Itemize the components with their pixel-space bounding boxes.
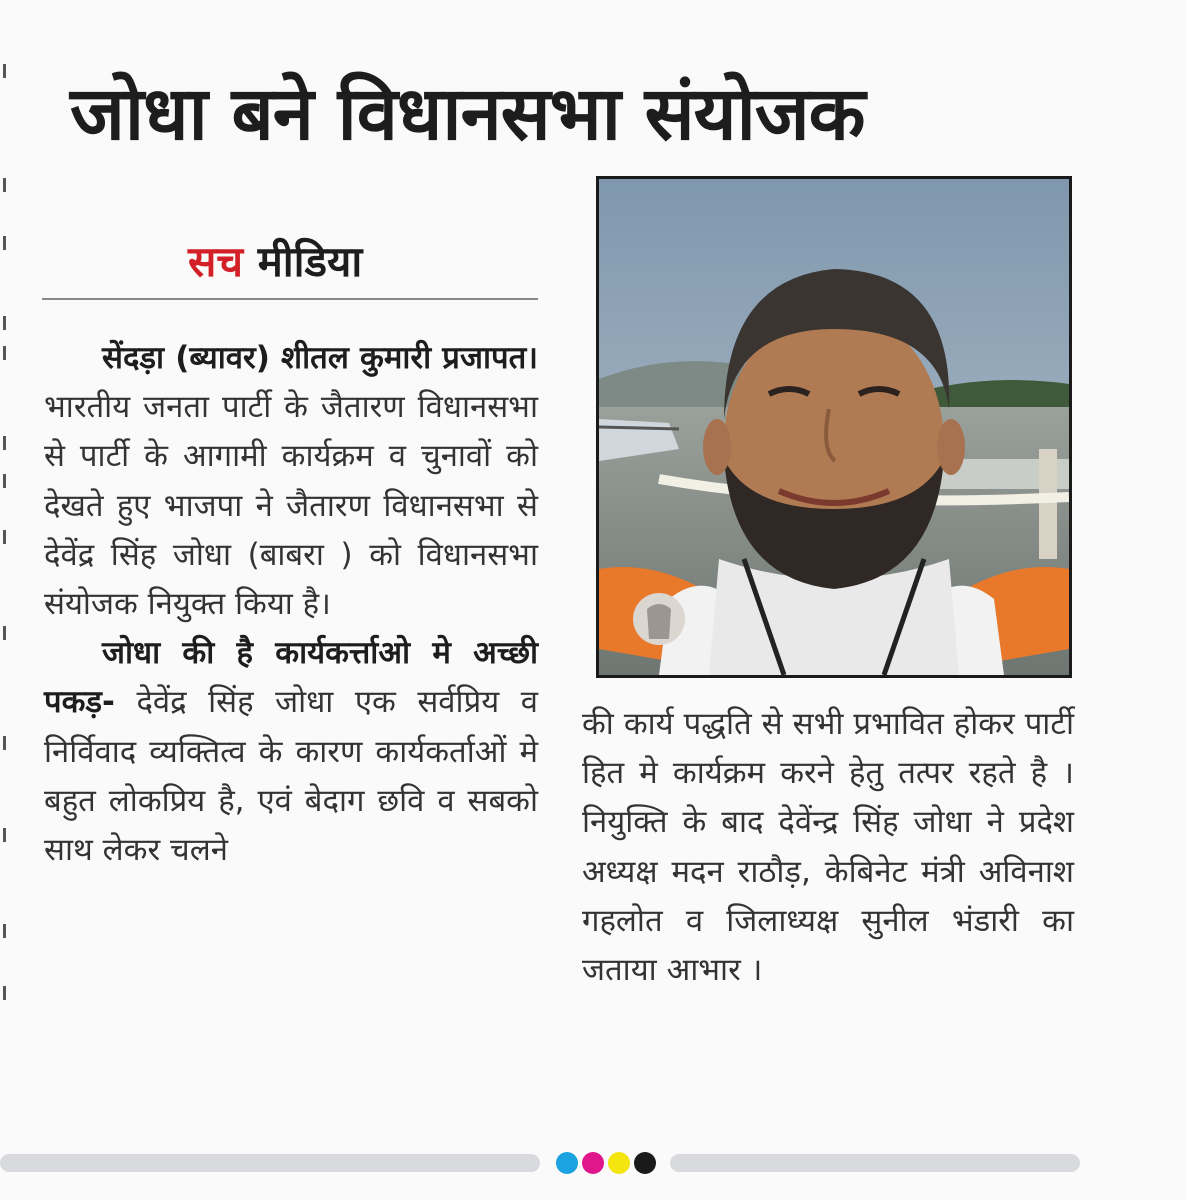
portrait-photo xyxy=(596,176,1072,678)
registration-dot-magenta xyxy=(582,1152,604,1174)
article-body-1: भारतीय जनता पार्टी के जैतारण विधानसभा से पार्टी के आगामी कार्यक्रम व चुनावों को देखते हुए भाजपा ने जैतारण विधानसभा से देवेंद्र सिंह जोधा (बाबरा ) को विधानसभा संयोजक नियुक्त किया है। xyxy=(44,389,538,623)
registration-dot-cyan xyxy=(556,1152,578,1174)
article-body-3: की कार्य पद्धति से सभी प्रभावित होकर पार्टी हित मे कार्यक्रम करने हेतु तत्पर रहते है । नियुक्ति के बाद देवेंन्द्र सिंह जोधा ने प्रदेश अध्यक्ष मदन राठौड़, केबिनेट मंत्री अविनाश गहलोत व जिलाध्यक्ष सुनील भंडारी का जताया आभार । xyxy=(582,706,1074,989)
byline-brand-black: मीडिया xyxy=(257,237,363,286)
byline xyxy=(188,232,518,292)
article-paragraph-1 xyxy=(44,334,538,629)
print-bar-left xyxy=(0,1154,540,1172)
registration-dot-black xyxy=(634,1152,656,1174)
article-subhead: जोधा की है कार्यकर्त्ताओ मे अच्छी पकड़- xyxy=(44,635,538,721)
article-body-2: देवेंद्र सिंह जोधा एक सर्वप्रिय व निर्विवाद व्यक्तित्व के कारण कार्यकर्ताओं मे बहुत लोकप्रिय है, एवं बेदाग छवि व सबको साथ लेकर चलने xyxy=(44,684,538,869)
print-registration-bar xyxy=(0,1148,1186,1178)
article-paragraph-2 xyxy=(44,629,538,875)
article-column-right xyxy=(582,700,1074,995)
byline-divider xyxy=(42,298,538,300)
headline: जोधा बने विधानसभा संयोजक xyxy=(70,71,865,157)
registration-dot-yellow xyxy=(608,1152,630,1174)
print-bar-right xyxy=(670,1154,1080,1172)
byline-brand-red: सच xyxy=(188,237,244,286)
portrait-photo-icon xyxy=(599,179,1069,675)
article-dateline: सेंदड़ा (ब्यावर) शीतल कुमारी प्रजापत। xyxy=(102,340,538,376)
article-column-left xyxy=(44,334,538,875)
left-column-edge-marks xyxy=(0,0,14,1200)
